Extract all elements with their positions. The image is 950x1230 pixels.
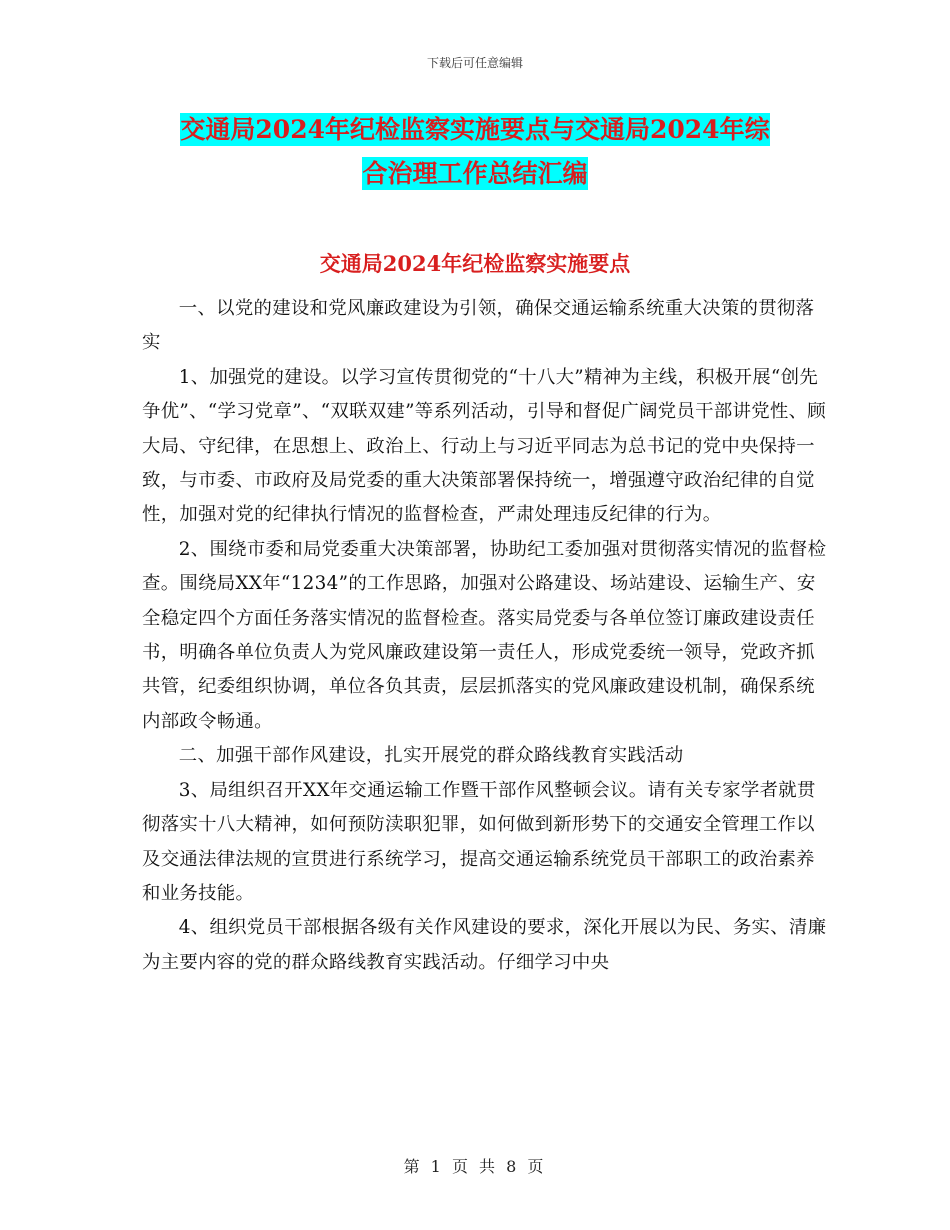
document-title-line-1 bbox=[0, 114, 950, 146]
document-title-line-2 bbox=[0, 158, 950, 190]
paragraph: 4、组织党员干部根据各级有关作风建设的要求，深化开展以为民、务实、清廉为主要内容的党的群众路线教育实践活动。仔细学习中央 bbox=[142, 917, 827, 973]
section-heading: 交通局2024年纪检监察实施要点 bbox=[319, 251, 631, 276]
paragraph: 二、加强干部作风建设，扎实开展党的群众路线教育实践活动 bbox=[178, 745, 684, 767]
paragraph: 一、以党的建设和党风廉政建设为引领，确保交通运输系统重大决策的贯彻落实 bbox=[142, 298, 815, 354]
document-body bbox=[142, 292, 832, 980]
header-note: 下载后可任意编辑 bbox=[426, 56, 523, 70]
paragraph: 3、局组织召开XX年交通运输工作暨干部作风整顿会议。请有关专家学者就贯彻落实十八大精神，如何预防渎职犯罪，如何做到新形势下的交通安全管理工作以及交通法律法规的宣贯进行系统学习，提高交通运输系统党员干部职工的政治素养和业务技能。 bbox=[142, 779, 816, 904]
paragraph: 2、围绕市委和局党委重大决策部署，协助纪工委加强对贯彻落实情况的监督检查。围绕局XX年“1234”的工作思路，加强对公路建设、场站建设、运输生产、安全稳定四个方面任务落实情况的监督检查。落实局党委与各单位签订廉政建设责任书，明确各单位负责人为党风廉政建设第一责任人，形成党委统一领导，党政齐抓共管，纪委组织协调，单位各负其责，层层抓落实的党风廉政建设机制，确保系统内部政令畅通。 bbox=[142, 538, 827, 732]
document-title-text-2: 合治理工作总结汇编 bbox=[362, 159, 588, 188]
document-title-text-1: 交通局2024年纪检监察实施要点与交通局2024年综 bbox=[180, 115, 770, 144]
page-footer: 第 1 页 共 8 页 bbox=[403, 1157, 547, 1176]
paragraph: 1、加强党的建设。以学习宣传贯彻党的“十八大”精神为主线，积极开展“创先争优”、“学习党章”、“双联双建”等系列活动，引导和督促广阔党员干部讲党性、顾大局、守纪律，在思想上、政治上、行动上与习近平同志为总书记的党中央保持一致，与市委、市政府及局党委的重大决策部署保持统一，增强遵守政治纪律的自觉性，加强对党的纪律执行情况的监督检查，严肃处理违反纪律的行为。 bbox=[142, 366, 826, 526]
